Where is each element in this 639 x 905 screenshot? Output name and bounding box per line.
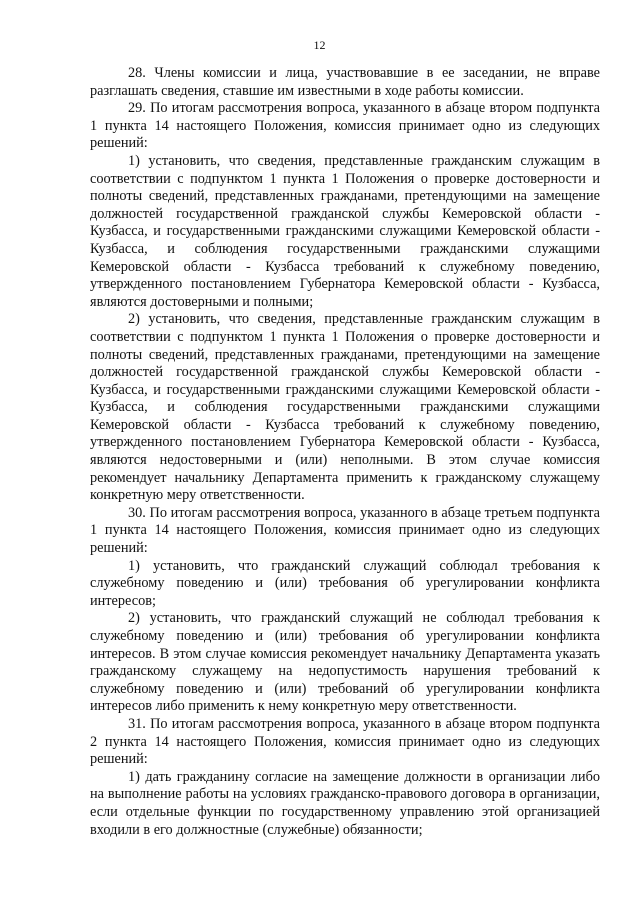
paragraph-28: 28. Члены комиссии и лица, участвовавшие в ее заседании, не вправе разглашать сведения, ставшие им известными в ходе работы комиссии. [90, 65, 600, 99]
paragraph-30-item-1: 1) установить, что гражданский служащий соблюдал требования к служебному поведению и (или) требования об урегулировании конфликта интересов; [90, 557, 600, 609]
paragraph-29-item-2: 2) установить, что сведения, представленные гражданским служащим в соответствии с подпунктом 1 пункта 1 Положения о проверке достоверности и полноты сведений, представленных гражданами, претендующими на замещение должностей государственной гражданской службы Кемеровской области - Кузбасса, и государственными гражданскими служащими Кемеровской области - Кузбасса, и соблюдения государственными гражданскими служащими Кемеровской области - Кузбасса требований к служебному поведению, утвержденного постановлением Губернатора Кемеровской области - Кузбасса, являются недостоверными и (или) неполными. В этом случае комиссия рекомендует начальнику Департамента применить к гражданскому служащему конкретную меру ответственности. [90, 311, 600, 504]
paragraph-30: 30. По итогам рассмотрения вопроса, указанного в абзаце третьем подпункта 1 пункта 14 настоящего Положения, комиссия принимает одно из следующих решений: [90, 504, 600, 557]
paragraph-29: 29. По итогам рассмотрения вопроса, указанного в абзаце втором подпункта 1 пункта 14 настоящего Положения, комиссия принимает одно из следующих решений: [90, 100, 600, 152]
paragraph-31: 31. По итогам рассмотрения вопроса, указанного в абзаце втором подпункта 2 пункта 14 настоящего Положения, комиссия принимает одно из следующих решений: [90, 715, 600, 768]
document-body [90, 65, 600, 839]
paragraph-31-item-1: 1) дать гражданину согласие на замещение должности в организации либо на выполнение работы на условиях гражданско-правового договора в организации, если отдельные функции по государственному управлению этой организацией входили в его должностные (служебные) обязанности; [90, 768, 600, 838]
paragraph-29-item-1: 1) установить, что сведения, представленные гражданским служащим в соответствии с подпунктом 1 пункта 1 Положения о проверке достоверности и полноты сведений, представленных гражданами, претендующими на замещение должностей государственной гражданской службы Кемеровской области - Кузбасса, и государственными гражданскими служащими Кемеровской области - Кузбасса, и соблюдения государственными гражданскими служащими Кемеровской области - Кузбасса требований к служебному поведению, утвержденного постановлением Губернатора Кемеровской области - Кузбасса, являются достоверными и полными; [90, 152, 600, 310]
paragraph-30-item-2: 2) установить, что гражданский служащий не соблюдал требования к служебному поведению и (или) требования об урегулировании конфликта интересов. В этом случае комиссия рекомендует начальнику Департамента указать гражданскому служащему на недопустимость нарушения требований к служебному поведению и (или) требований об урегулировании конфликта интересов либо применить к нему конкретную меру ответственности. [90, 610, 600, 715]
page-number: 12 [313, 38, 326, 52]
